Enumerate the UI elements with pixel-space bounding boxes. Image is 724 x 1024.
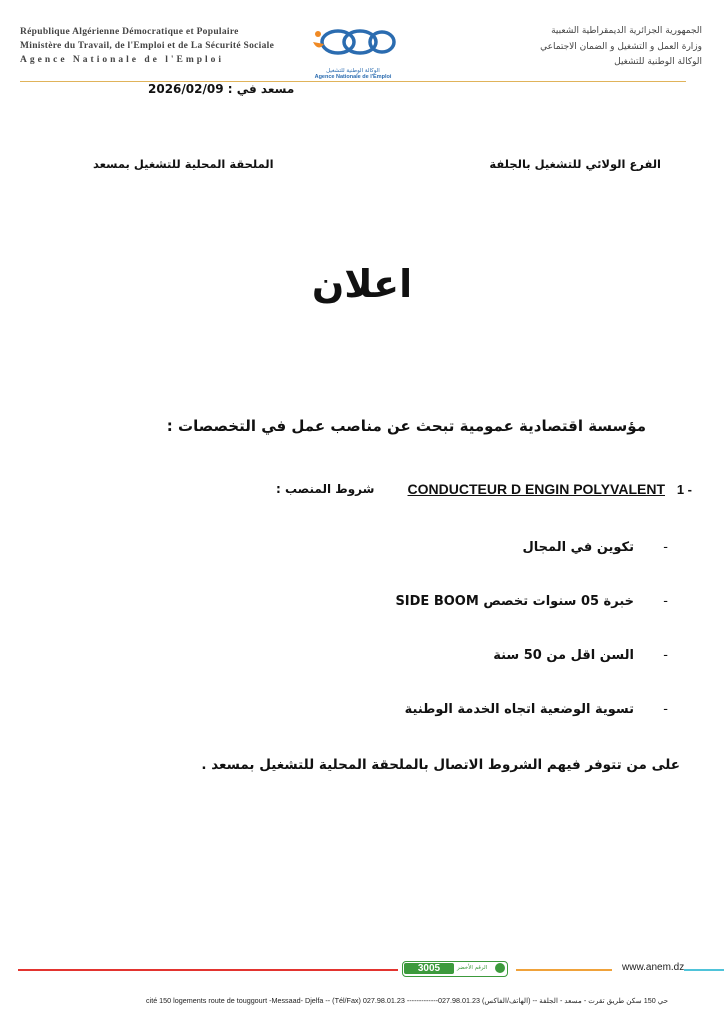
post-title: CONDUCTEUR D ENGIN POLYVALENT — [407, 481, 665, 497]
header-divider — [20, 81, 686, 82]
anem-logo — [308, 22, 398, 78]
condition-text: تكوين في المجال — [522, 540, 634, 555]
condition-item — [268, 540, 668, 560]
condition-text: تسوية الوضعية اتجاه الخدمة الوطنية — [404, 702, 634, 717]
date-label: مسعد في : — [227, 82, 295, 96]
conditions-label: شروط المنصب : — [276, 482, 375, 496]
logo-ar-text: الوكالة الوطنية للتشغيل — [326, 68, 380, 74]
header-ar-line1: الجمهورية الجزائرية الديمقراطية الشعبية — [551, 26, 702, 36]
header-ar-line3: الوكالة الوطنية للتشغيل — [614, 57, 702, 67]
header-fr-line1: République Algérienne Démocratique et Populaire — [20, 27, 239, 37]
green-number: 3005 — [404, 963, 454, 974]
condition-dash: - — [663, 594, 668, 609]
condition-text: خبرة 05 سنوات تخصص SIDE BOOM — [395, 594, 634, 609]
condition-item — [268, 702, 668, 722]
condition-text: السن اقل من 50 سنة — [493, 648, 634, 663]
green-number-label: الرقم الأخضر — [457, 965, 488, 971]
condition-item — [268, 648, 668, 668]
post-line — [276, 480, 692, 502]
footer-rule-red — [18, 969, 398, 971]
footer-rule-cyan — [684, 969, 724, 971]
closing-text: على من تتوفر فيهم الشروط الاتصال بالملحقة المحلية للتشغيل بمسعد . — [201, 757, 680, 773]
condition-item — [268, 594, 668, 614]
branch-wilaya: الفرع الولائي للتشغيل بالجلفة — [489, 157, 661, 171]
green-number-badge — [402, 961, 508, 977]
condition-dash: - — [663, 648, 668, 663]
phone-icon — [495, 963, 505, 973]
post-number: 1 - — [676, 482, 692, 497]
page-title: اعلان — [311, 262, 413, 306]
branch-local: الملحقة المحلية للتشغيل بمسعد — [93, 157, 274, 171]
condition-dash: - — [663, 702, 668, 717]
header-fr-line3: Agence Nationale de l'Emploi — [20, 55, 225, 65]
footer-rule-orange — [516, 969, 612, 971]
header-fr-line2: Ministère du Travail, de l'Emploi et de La Sécurité Sociale — [20, 41, 275, 51]
website-link[interactable]: www.anem.dz — [622, 962, 685, 973]
date-value: 2026/02/09 — [148, 82, 224, 96]
footer-address: cité 150 logements route de touggourt -Messaad- Djelfa -- (Tél/Fax) 027.98.01.23 -------------027.98.01.23 (الهاتف/الفاكس) -- حي 150 سكن طريق تقرت - مسعد - الجلفة — [146, 996, 669, 1005]
date-line — [148, 82, 294, 96]
intro-text: مؤسسة اقتصادية عمومية تبحث عن مناصب عمل في التخصصات : — [166, 417, 646, 435]
anem-logo-icon — [308, 22, 398, 64]
header-ar-line2: وزارة العمل و التشغيل و الضمان الاجتماعي — [540, 42, 702, 52]
logo-fr-text: Agence Nationale de l'Emploi — [314, 74, 392, 80]
condition-dash: - — [663, 540, 668, 555]
